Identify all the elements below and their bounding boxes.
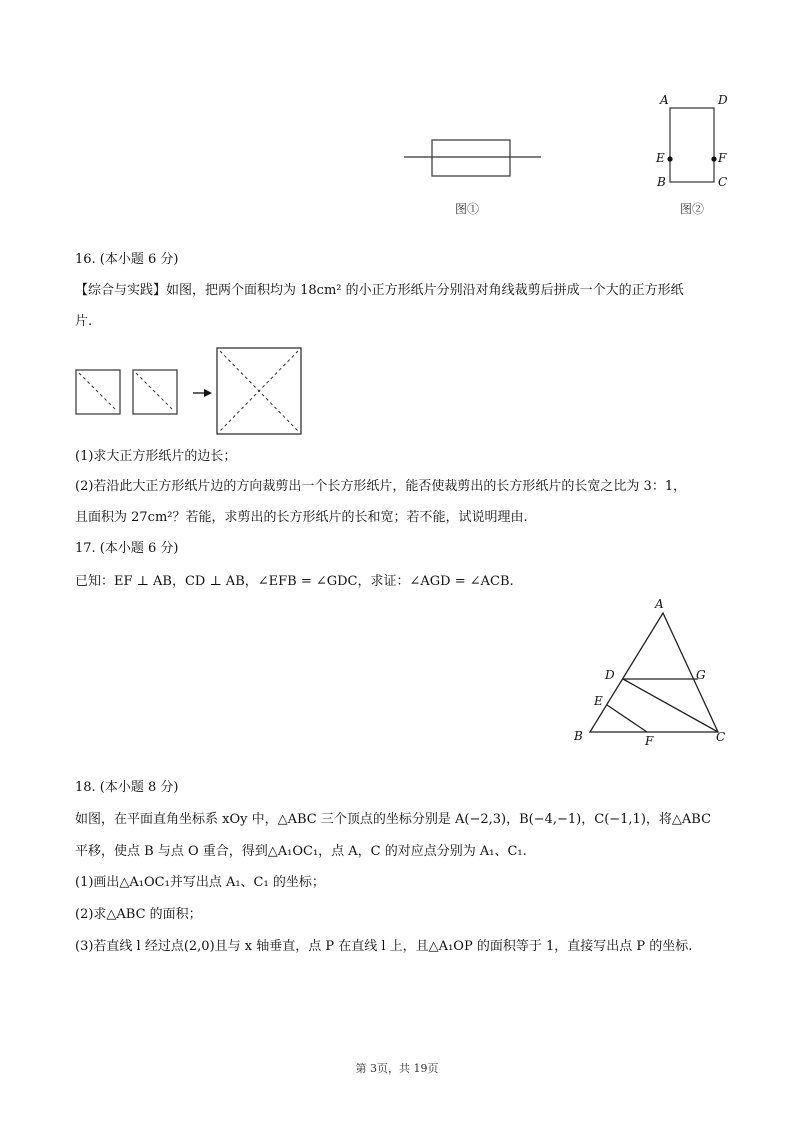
- q18-part3: (3)若直线 l 经过点(2,0)且与 x 轴垂直，点 P 在直线 l 上，且△A₁OP 的面积等于 1，直接写出点 P 的坐标.: [75, 939, 693, 954]
- page-footer: 第 3页，共 19页: [355, 1062, 439, 1075]
- q18-line1: 如图，在平面直角坐标系 xOy 中，△ABC 三个顶点的坐标分别是 A(−2,3)，B(−4,−1)，C(−1,1)，将△ABC: [75, 812, 712, 827]
- figure-2-caption: 图②: [680, 202, 705, 216]
- label-A: A: [660, 93, 669, 107]
- q18-line2: 平移，使点 B 与点 O 重合，得到△A₁OC₁，点 A，C 的对应点分别为 A₁、C₁.: [75, 844, 527, 859]
- q17-label-F: F: [645, 734, 654, 748]
- q16-header: 16. (本小题 6 分): [75, 252, 179, 267]
- q16-part1: (1)求大正方形纸片的边长；: [75, 449, 237, 464]
- label-B: B: [657, 175, 666, 189]
- figure-2-drawing: [668, 106, 718, 186]
- q16-part2-line1: (2)若沿此大正方形纸片边的方向裁剪出一个长方形纸片，能否使裁剪出的长方形纸片的长宽之比为 3：1，: [75, 479, 687, 494]
- q18-part1: (1)画出△A₁OC₁并写出点 A₁、C₁ 的坐标；: [75, 875, 325, 890]
- label-E: E: [656, 151, 665, 165]
- q17-label-G: G: [696, 668, 706, 682]
- q17-label-B: B: [574, 729, 583, 743]
- q17-label-C: C: [716, 730, 726, 744]
- label-D: D: [718, 93, 728, 107]
- q16-intro-line2: 片.: [75, 314, 93, 329]
- q16-intro-line1: 【综合与实践】如图，把两个面积均为 18cm² 的小正方形纸片分别沿对角线裁剪后拼成一个大的正方形纸: [75, 283, 684, 298]
- label-F: F: [718, 151, 727, 165]
- q17-label-E: E: [594, 694, 603, 708]
- q16-figure-squares: [72, 345, 307, 435]
- q18-part2: (2)求△ABC 的面积；: [75, 907, 202, 922]
- q17-header: 17. (本小题 6 分): [75, 541, 179, 556]
- q18-header: 18. (本小题 8 分): [75, 780, 179, 795]
- q16-part2-line2: 且面积为 27cm²？若能，求剪出的长方形纸片的长和宽；若不能，试说明理由.: [75, 510, 528, 525]
- label-C: C: [718, 175, 728, 189]
- figure-1-caption: 图①: [455, 202, 480, 216]
- figure-1-drawing: [400, 135, 545, 180]
- q17-label-A: A: [655, 597, 664, 611]
- q17-label-D: D: [605, 668, 615, 682]
- q17-statement: 已知：EF ⊥ AB，CD ⊥ AB，∠EFB = ∠GDC，求证：∠AGD = ∠ACB.: [75, 574, 514, 589]
